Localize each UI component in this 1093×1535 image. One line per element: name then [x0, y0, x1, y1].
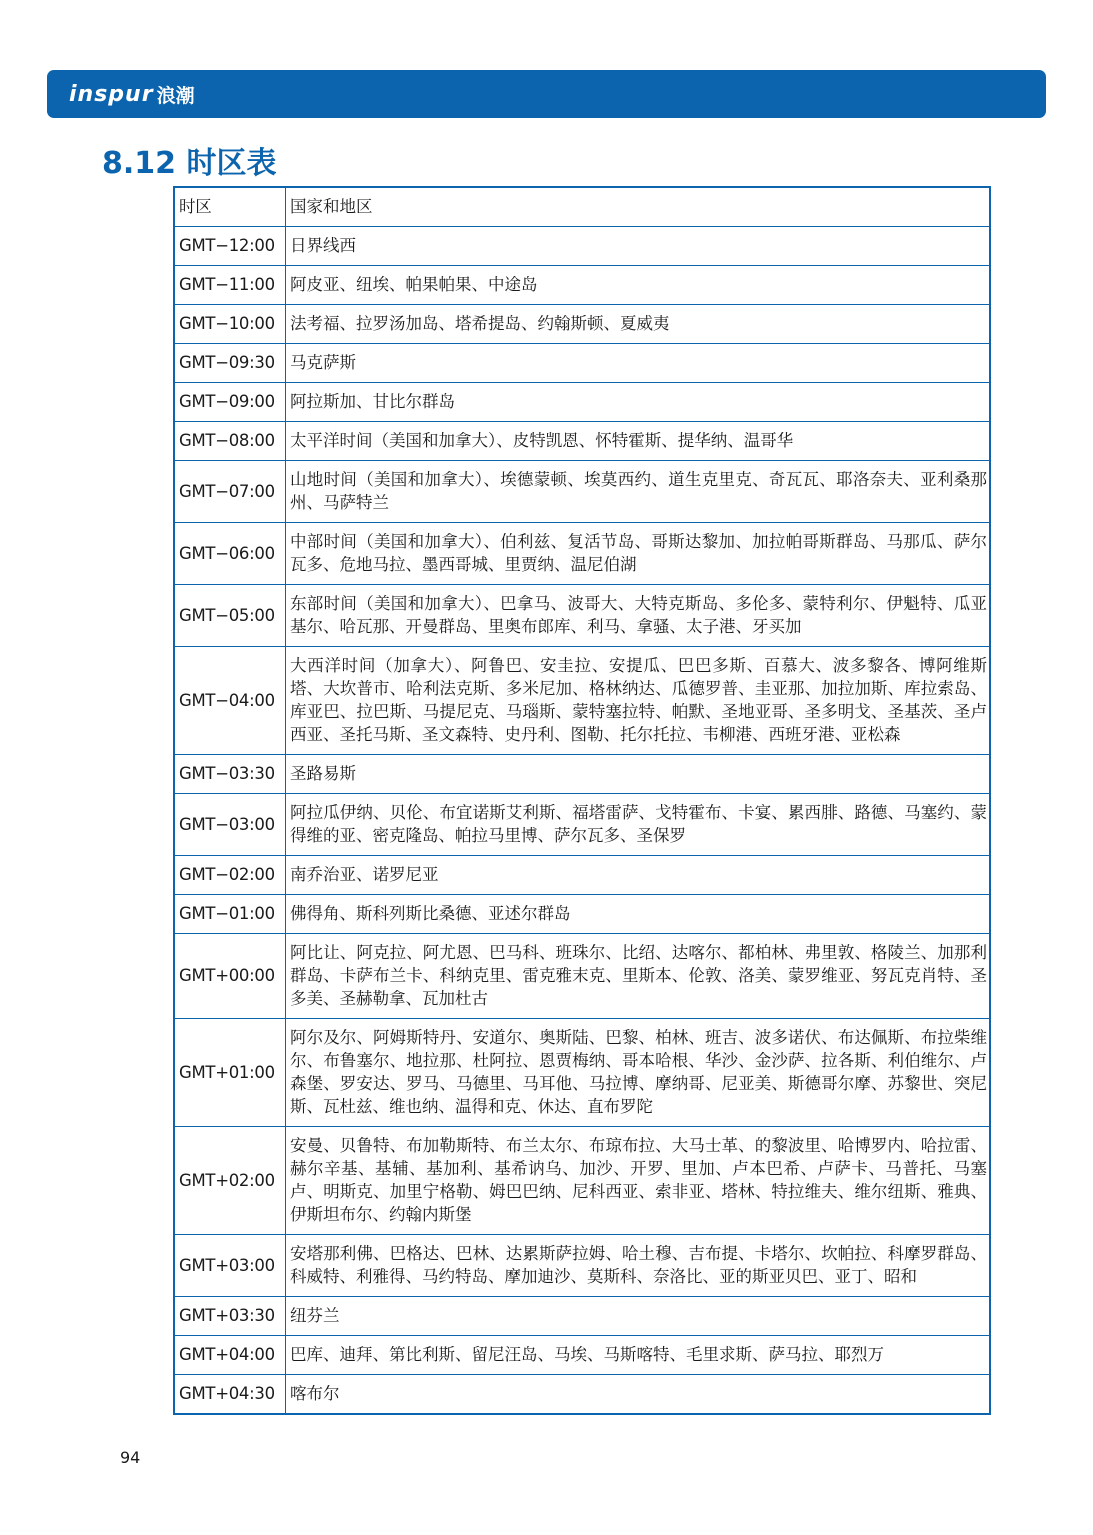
- table-row: [174, 895, 990, 934]
- timezone-cell: GMT−05:00: [174, 585, 286, 647]
- regions-cell: 佛得角、斯科列斯比桑德、亚述尔群岛: [286, 895, 991, 934]
- regions-cell: 巴库、迪拜、第比利斯、留尼汪岛、马埃、马斯喀特、毛里求斯、萨马拉、耶烈万: [286, 1336, 991, 1375]
- timezone-cell: GMT−11:00: [174, 266, 286, 305]
- regions-cell: 大西洋时间（加拿大）、阿鲁巴、安圭拉、安提瓜、巴巴多斯、百慕大、波多黎各、博阿维斯塔、大坎普市、哈利法克斯、多米尼加、格林纳达、瓜德罗普、圭亚那、加拉加斯、库拉索岛、库亚巴、拉巴斯、马提尼克、马瑙斯、蒙特塞拉特、帕默、圣地亚哥、圣多明戈、圣基茨、圣卢西亚、圣托马斯、圣文森特、史丹利、图勒、托尔托拉、韦柳港、西班牙港、亚松森: [286, 647, 991, 755]
- table-row: [174, 1127, 990, 1235]
- column-header-zone: 时区: [174, 187, 286, 227]
- table-row: [174, 227, 990, 266]
- timezone-cell: GMT−10:00: [174, 305, 286, 344]
- timezone-cell: GMT−02:00: [174, 856, 286, 895]
- table-row: [174, 934, 990, 1019]
- timezone-cell: GMT−09:00: [174, 383, 286, 422]
- table-row: [174, 523, 990, 585]
- timezone-cell: GMT+04:30: [174, 1375, 286, 1415]
- table-row: [174, 794, 990, 856]
- timezone-cell: GMT+03:30: [174, 1297, 286, 1336]
- timezone-cell: GMT+02:00: [174, 1127, 286, 1235]
- timezone-cell: GMT+04:00: [174, 1336, 286, 1375]
- regions-cell: 阿皮亚、纽埃、帕果帕果、中途岛: [286, 266, 991, 305]
- column-header-regions: 国家和地区: [286, 187, 991, 227]
- regions-cell: 阿尔及尔、阿姆斯特丹、安道尔、奥斯陆、巴黎、柏林、班吉、波多诺伏、布达佩斯、布拉柴维尔、布鲁塞尔、地拉那、杜阿拉、恩贾梅纳、哥本哈根、华沙、金沙萨、拉各斯、利伯维尔、卢森堡、罗安达、罗马、马德里、马耳他、马拉博、摩纳哥、尼亚美、斯德哥尔摩、苏黎世、突尼斯、瓦杜兹、维也纳、温得和克、休达、直布罗陀: [286, 1019, 991, 1127]
- regions-cell: 东部时间（美国和加拿大）、巴拿马、波哥大、大特克斯岛、多伦多、蒙特利尔、伊魁特、瓜亚基尔、哈瓦那、开曼群岛、里奥布郎库、利马、拿骚、太子港、牙买加: [286, 585, 991, 647]
- timezone-cell: GMT−08:00: [174, 422, 286, 461]
- timezone-cell: GMT−07:00: [174, 461, 286, 523]
- table-row: [174, 1297, 990, 1336]
- regions-cell: 纽芬兰: [286, 1297, 991, 1336]
- timezone-cell: GMT−03:30: [174, 755, 286, 794]
- regions-cell: 日界线西: [286, 227, 991, 266]
- timezone-cell: GMT−04:00: [174, 647, 286, 755]
- table-row: [174, 344, 990, 383]
- table-row: [174, 1235, 990, 1297]
- timezone-cell: GMT−09:30: [174, 344, 286, 383]
- table-row: [174, 1375, 990, 1415]
- table-row: [174, 383, 990, 422]
- timezone-cell: GMT+03:00: [174, 1235, 286, 1297]
- regions-cell: 法考福、拉罗汤加岛、塔希提岛、约翰斯顿、夏威夷: [286, 305, 991, 344]
- timezone-cell: GMT−12:00: [174, 227, 286, 266]
- timezone-cell: GMT−06:00: [174, 523, 286, 585]
- regions-cell: 南乔治亚、诺罗尼亚: [286, 856, 991, 895]
- table-row: [174, 755, 990, 794]
- table-row: [174, 856, 990, 895]
- regions-cell: 阿比让、阿克拉、阿尤恩、巴马科、班珠尔、比绍、达喀尔、都柏林、弗里敦、格陵兰、加那利群岛、卡萨布兰卡、科纳克里、雷克雅末克、里斯本、伦敦、洛美、蒙罗维亚、努瓦克肖特、圣多美、圣赫勒拿、瓦加杜古: [286, 934, 991, 1019]
- timezone-cell: GMT−03:00: [174, 794, 286, 856]
- regions-cell: 中部时间（美国和加拿大）、伯利兹、复活节岛、哥斯达黎加、加拉帕哥斯群岛、马那瓜、萨尔瓦多、危地马拉、墨西哥城、里贾纳、温尼伯湖: [286, 523, 991, 585]
- timezone-cell: GMT−01:00: [174, 895, 286, 934]
- regions-cell: 安塔那利佛、巴格达、巴林、达累斯萨拉姆、哈土穆、吉布提、卡塔尔、坎帕拉、科摩罗群岛、科威特、利雅得、马约特岛、摩加迪沙、莫斯科、奈洛比、亚的斯亚贝巴、亚丁、昭和: [286, 1235, 991, 1297]
- table-header-row: [174, 187, 990, 227]
- timezone-cell: GMT+00:00: [174, 934, 286, 1019]
- inspur-logo: [69, 79, 195, 109]
- regions-cell: 圣路易斯: [286, 755, 991, 794]
- regions-cell: 安曼、贝鲁特、布加勒斯特、布兰太尔、布琼布拉、大马士革、的黎波里、哈博罗内、哈拉雷、赫尔辛基、基辅、基加利、基希讷乌、加沙、开罗、里加、卢本巴希、卢萨卡、马普托、马塞卢、明斯克、加里宁格勒、姆巴巴纳、尼科西亚、索非亚、塔林、特拉维夫、维尔纽斯、雅典、伊斯坦布尔、约翰内斯堡: [286, 1127, 991, 1235]
- table-row: [174, 1336, 990, 1375]
- table-row: [174, 1019, 990, 1127]
- regions-cell: 喀布尔: [286, 1375, 991, 1415]
- page-number: 94: [120, 1448, 141, 1467]
- regions-cell: 太平洋时间（美国和加拿大）、皮特凯恩、怀特霍斯、提华纳、温哥华: [286, 422, 991, 461]
- regions-cell: 阿拉瓜伊纳、贝伦、布宜诺斯艾利斯、福塔雷萨、戈特霍布、卡宴、累西腓、路德、马塞约、蒙得维的亚、密克隆岛、帕拉马里博、萨尔瓦多、圣保罗: [286, 794, 991, 856]
- regions-cell: 阿拉斯加、甘比尔群岛: [286, 383, 991, 422]
- regions-cell: 马克萨斯: [286, 344, 991, 383]
- timezone-cell: GMT+01:00: [174, 1019, 286, 1127]
- table-row: [174, 647, 990, 755]
- section-title: 8.12 时区表: [102, 146, 277, 181]
- table-row: [174, 422, 990, 461]
- logo-wordmark: inspur: [69, 81, 154, 107]
- header-bar: [47, 70, 1046, 118]
- table-row: [174, 585, 990, 647]
- timezone-table: [173, 186, 991, 1415]
- table-row: [174, 266, 990, 305]
- table-row: [174, 305, 990, 344]
- logo-cjk-name: 浪潮: [156, 84, 195, 107]
- table-row: [174, 461, 990, 523]
- regions-cell: 山地时间（美国和加拿大）、埃德蒙顿、埃莫西约、道生克里克、奇瓦瓦、耶洛奈夫、亚利桑那州、马萨特兰: [286, 461, 991, 523]
